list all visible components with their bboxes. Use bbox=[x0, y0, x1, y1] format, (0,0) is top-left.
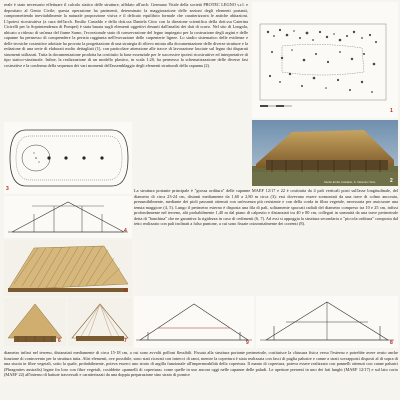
figure-9-proto-truss bbox=[134, 296, 254, 348]
figure-6-frame-detail bbox=[4, 298, 66, 346]
proto-truss-drawing bbox=[134, 296, 254, 348]
body-text-top bbox=[4, 2, 248, 120]
paragraph-top: reale è stato necessario effettuare il calcolo statico delle strutture, affidato all'arch. Germano Vitale della società PROTEC LEGNO s.r.l. e depositato al Genio Civile; questa operazione ha parimenti, determinato la maggiorazione delle sezioni degli elementi portanti, compromettendo inevitabilmente la naturale proporzione visiva e il delicato equilibrio formale che caratterizzava le antiche abitazioni. L'ipotesi ricostruttiva (a cura dell'arch. Emilio Castaldo e della dott.ssa Daniela Citro con la direzione scientifica della dott.ssa Caterina Cicirelli per la Soprintendenza di Pompei) è stata basata sugli elementi oggettivi desunti dall'analisi dei dati di scavo. Nel sito di Longola, ubicato a ridosso di un'ansa del fiume Sarno, l'eccezionale stato di conservazione del legno impiegato per la costruzione degli argini e delle capanne ha permesso di comprendere la perizia raggiunta nell'esecuzione delle carpenterie lignee. Lo studio sistematico delle evidenze e delle tecniche costruttive adottate ha provato la progettazione di una strategia di rilievo mirata alla documentazione delle diverse strutture e la redazione di una serie di elaborati molto dettagliati (1), con particolare attenzione alle tracce di lavorazione lasciate sul legno dai disparati strumenti utilizzati. Tutta la documentazione prodotta ha costituito la base essenziale per le successive ipotesi ricostruttive ed interpretative di tipo statico-strutturale. Infine, la realizzazione di un modello plastico, in scala 1:20, ha permesso la schematizzazione delle diverse fasi costruttive e la conferma della sequenza dei vari momenti dell'assemblaggio degli elementi strutturali della capanna (2). bbox=[4, 2, 248, 68]
figure-number-2: 2 bbox=[390, 178, 393, 184]
cross-section-drawing bbox=[256, 296, 398, 348]
figure-number-1: 1 bbox=[390, 108, 393, 114]
figure-8-cross-section bbox=[256, 296, 398, 348]
figure-number-6: 6 bbox=[58, 338, 61, 344]
body-text-bottom bbox=[4, 350, 398, 398]
frame-detail-b bbox=[68, 298, 132, 346]
hut-plan-drawing bbox=[4, 122, 132, 194]
figure-number-4: 4 bbox=[124, 228, 127, 234]
figure-number-5: 5 bbox=[124, 288, 127, 294]
figure-3-hut-plan bbox=[4, 122, 132, 194]
paragraph-structure: La struttura portante principale è "grossa orditura" delle capanne MAEF 12/17 e 22 è costituita da 4 pali verticali posti sull'asse longitudinale, del diametro di circa 23-24 cm, distanti mediamente da 1,60 a 2,80 m circa (3); essi dovevano essere sormontati da una trave di colmo ancorata, presumibilmente, mediante dei pioli passanti ottenuti con un'essenza più resistente e con della corda in fibra vegetale, necessaria per assicurare una tenuta maggiore (4, 5). Lungo il perimetro esterno è disposta una fila di pali, solitamente spaccati radiali del diametro compreso tra 10 e 25 cm, infissi profondamente nel terreno, alti probabilmente 1,40 m dal piano di calpestio e distanziati tra 40 e 80 cm, collegati in sommità da una trave perimetrale detta di "banchina" che ne garantiva la rigidezza in caso di cedimenti (6, 7). Ad essi si appoggia la struttura secondaria o "piccola orditura" composta dal tetto realizzato con pali inclinati a falso puntone, a cui sono fissate orizzontalmente dei correnti (8). bbox=[134, 188, 398, 226]
figure-7-frame-detail bbox=[68, 298, 132, 346]
figure-4-section bbox=[4, 196, 132, 238]
figure-number-7: 7 bbox=[124, 338, 127, 344]
figure-number-8: 8 bbox=[390, 340, 393, 346]
survey-plan-drawing bbox=[252, 2, 398, 118]
hut-photo bbox=[252, 120, 398, 186]
figure-2-hut-photo bbox=[252, 120, 398, 186]
figure-5-frame-render bbox=[4, 240, 132, 296]
frame-render bbox=[4, 240, 132, 296]
figure-1-survey-plan bbox=[252, 2, 398, 118]
frame-detail-a bbox=[4, 298, 66, 346]
figure-number-3: 3 bbox=[6, 186, 9, 192]
paragraph-bottom: diametro infissi nel terreno, distanziati mediamente di circa 15-18 cm, a cui sono avvolti polloni flessibili. Fissata alla struttura portante perimetrale, costituisce la chiusura fisica verso l'esterno e potrebbe avere avuto anche funzione di controvento per la struttura tutta. Altri elementi, ove possibile, sono stati ricavati con intrecci di rami, mentre la copertura è stata realizzata con fasci di paglia palustre e canne a strati sovrapposti disposti al di sopra di una stuoia in fibre vegetali, sotto la quale, probabilmente, poteva esserci uno strato di argilla funzionale all'impermeabilità della copertura. Il manto di copertura, poteva essere realizzato con pannelli ottenuti con canne palustri (Phragmites australis) legate fra loro con fibre vegetali, cosiddette «pannelli di copertura» come quelle in uso ancora oggi nelle capanne delle paludi. Le aperture presenti in uno dei lati lunghi (MAEF 12/17) e sul lato corto (MAEF 22) all'interno di battute trasversali e caratterizzati da una doppia preparazione sino strato di pomice bbox=[4, 350, 398, 377]
photo-credit: Studio Emilio Castaldo, S. Valentino Torio bbox=[324, 180, 376, 184]
section-drawing bbox=[4, 196, 132, 238]
figure-number-9: 9 bbox=[246, 340, 249, 346]
